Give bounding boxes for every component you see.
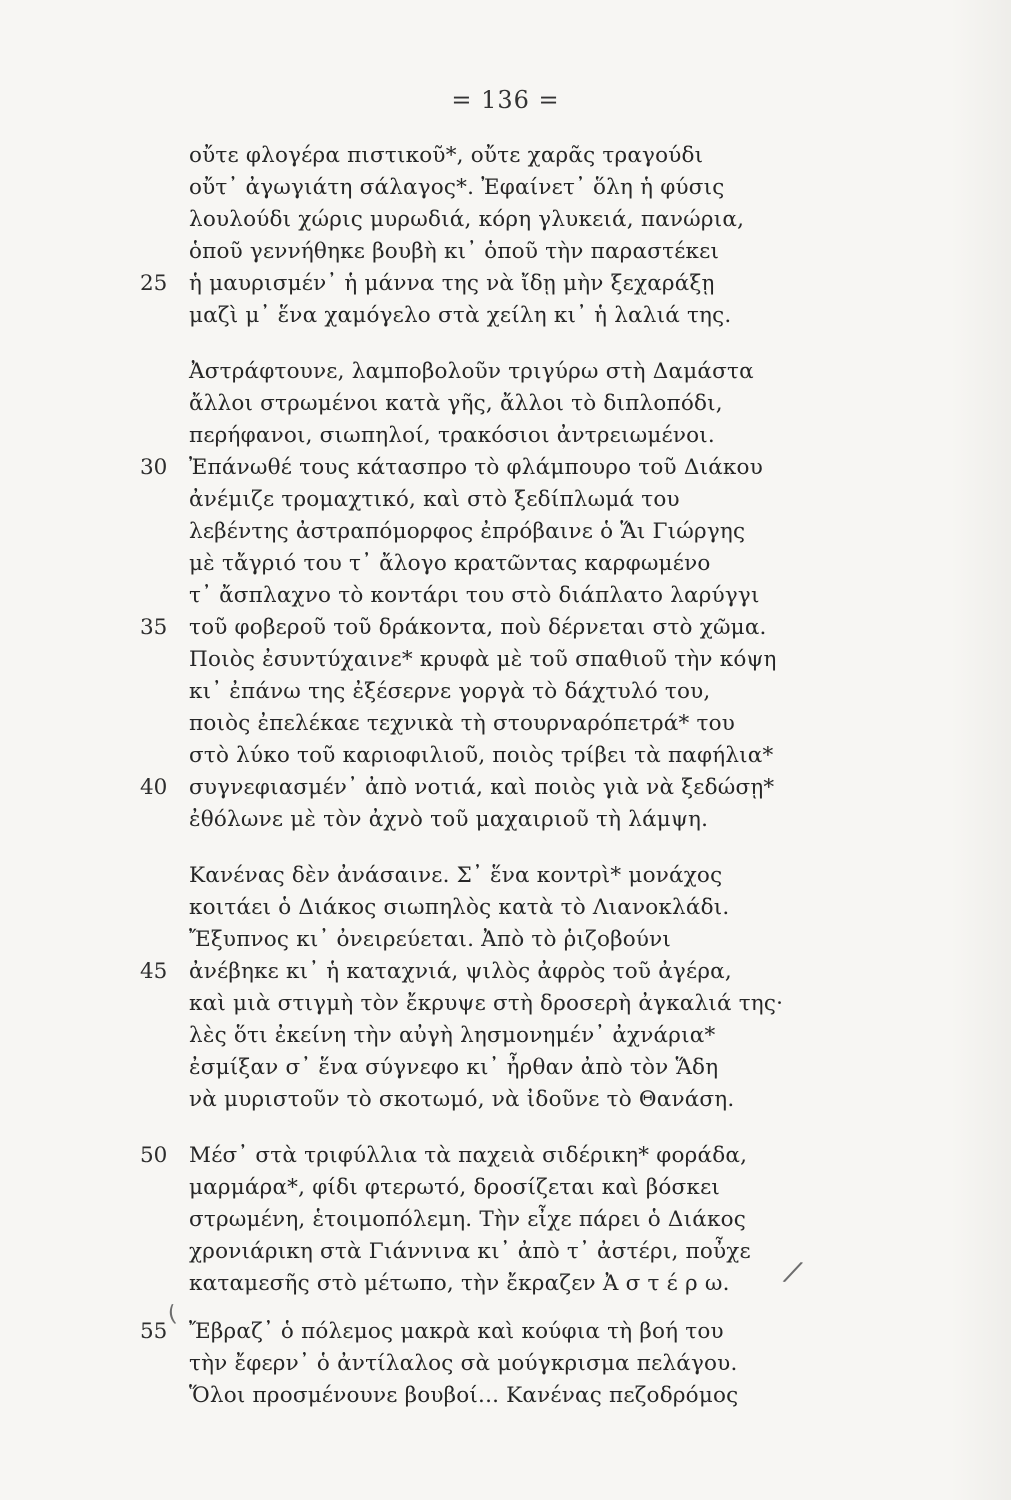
verse-line: ἐσμίξαν σ᾿ ἕνα σύγνεφο κι᾿ ἦρθαν ἀπὸ τὸν Ἅδη — [189, 1055, 719, 1080]
verse-line: συγνεφιασμέν᾿ ἀπὸ νοτιά, καὶ ποιὸς γιὰ νὰ ξεδώσῃ* — [189, 775, 775, 800]
verse-line: ὁποῦ γεννήθηκε βουβὴ κι᾿ ὁποῦ τὴν παραστέκει — [189, 239, 720, 264]
verse-line: καὶ μιὰ στιγμὴ τὸν ἔκρυψε στὴ δροσερὴ ἀγκαλιά της· — [189, 991, 784, 1016]
verse-line: ἄλλοι στρωμένοι κατὰ γῆς, ἄλλοι τὸ διπλοπόδι, — [189, 391, 723, 416]
verse-line: ἀνέμιζε τρομαχτικό, καὶ στὸ ξεδίπλωμά του — [189, 487, 680, 512]
verse-line: ἡ μαυρισμέν᾿ ἡ μάννα της νὰ ἴδῃ μὴν ξεχαράξῃ — [189, 271, 715, 296]
pencil-bracket-icon: ( — [166, 1301, 179, 1328]
verse-line: οὔτ᾿ ἀγωγιάτη σάλαγος*. Ἐφαίνετ᾿ ὅλη ἡ φύσις — [189, 175, 725, 200]
verse-line: μαρμάρα*, φίδι φτερωτό, δροσίζεται καὶ βόσκει — [189, 1175, 721, 1200]
verse-line: ἐθόλωνε μὲ τὸν ἀχνὸ τοῦ μαχαιριοῦ τὴ λάμψη. — [189, 807, 709, 832]
line-number: 55 — [140, 1319, 168, 1344]
verse-line: Ὅλοι προσμένουνε βουβοί... Κανένας πεζοδρόμος — [189, 1383, 739, 1408]
verse-line: στρωμένη, ἑτοιμοπόλεμη. Τὴν εἶχε πάρει ὁ Διάκος — [189, 1207, 747, 1232]
verse-line: Μέσ᾿ στὰ τριφύλλια τὰ παχειὰ σιδέρικη* φοράδα, — [189, 1143, 748, 1168]
line-number: 30 — [140, 455, 168, 480]
verse-line: οὔτε φλογέρα πιστικοῦ*, οὔτε χαρᾶς τραγούδι — [189, 143, 704, 168]
verse-line: Ἔξυπνος κι᾿ ὀνειρεύεται. Ἀπὸ τὸ ῥιζοβούνι — [189, 927, 672, 952]
verse-line: λὲς ὅτι ἐκείνη τὴν αὐγὴ λησμονημέν᾿ ἀχνάρια* — [189, 1023, 716, 1048]
pencil-mark-icon: ⁄ — [786, 1255, 799, 1292]
verse-line: μαζὶ μ᾿ ἕνα χαμόγελο στὰ χείλη κι᾿ ἡ λαλιά της. — [189, 303, 732, 328]
verse-line: λουλούδι χώρις μυρωδιά, κόρη γλυκειά, πανώρια, — [189, 207, 745, 232]
verse-line: Ἀστράφτουνε, λαμποβολοῦν τριγύρω στὴ Δαμάστα — [189, 359, 754, 384]
verse-line: νὰ μυριστοῦν τὸ σκοτωμό, νὰ ἰδοῦνε τὸ Θανάση. — [189, 1087, 735, 1112]
verse-line: Ἐπάνωθέ τους κάτασπρο τὸ φλάμπουρο τοῦ Διάκου — [189, 455, 763, 480]
verse-line: κι᾿ ἐπάνω της ἐξέσερνε γοργὰ τὸ δάχτυλό του, — [189, 679, 711, 704]
line-number: 50 — [140, 1143, 168, 1168]
verse-line: χρονιάρικη στὰ Γιάννινα κι᾿ ἀπὸ τ᾿ ἀστέρι, ποὖχε — [189, 1239, 751, 1264]
verse-line: Ποιὸς ἐσυντύχαινε* κρυφὰ μὲ τοῦ σπαθιοῦ τὴν κόψη — [189, 647, 777, 672]
verse-line: ποιὸς ἐπελέκαε τεχνικὰ τὴ στουρναρόπετρά* του — [189, 711, 735, 736]
verse-line: τὴν ἔφερν᾿ ὁ ἀντίλαλος σὰ μούγκρισμα πελάγου. — [189, 1351, 738, 1376]
line-number: 35 — [140, 615, 168, 640]
verse-line: καταμεσῆς στὸ μέτωπο, τὴν ἔκραζεν Ἀ σ τ έ ρ ω. — [189, 1271, 730, 1296]
verse-line: λεβέντης ἀστραπόμορφος ἐπρόβαινε ὁ Ἅι Γιώργης — [189, 519, 746, 544]
verse-line: ἀνέβηκε κι᾿ ἡ καταχνιά, ψιλὸς ἀφρὸς τοῦ ἀγέρα, — [189, 959, 732, 984]
line-number: 25 — [140, 271, 168, 296]
verse-line: περήφανοι, σιωπηλοί, τρακόσιοι ἀντρειωμένοι. — [189, 423, 715, 448]
verse-line: στὸ λύκο τοῦ καριοφιλιοῦ, ποιὸς τρίβει τὰ παφήλια* — [189, 743, 774, 768]
line-number: 45 — [140, 959, 168, 984]
verse-line: κοιτάει ὁ Διάκος σιωπηλὸς κατὰ τὸ Λιανοκλάδι. — [189, 895, 730, 920]
line-number: 40 — [140, 775, 168, 800]
verse-line: Κανένας δὲν ἀνάσαινε. Σ᾿ ἕνα κοντρὶ* μονάχος — [189, 863, 723, 888]
verse-line: τοῦ φοβεροῦ τοῦ δράκοντα, ποὺ δέρνεται στὸ χῶμα. — [189, 615, 767, 640]
verse-line: τ᾿ ἄσπλαχνο τὸ κοντάρι του στὸ διάπλατο λαρύγγι — [189, 583, 760, 608]
page-number: = 136 = — [451, 86, 560, 114]
page-edge-shadow — [951, 0, 1011, 1500]
verse-line: Ἔβραζ᾿ ὁ πόλεμος μακρὰ καὶ κούφια τὴ βοή του — [189, 1319, 724, 1344]
verse-line: μὲ τἄγριό του τ᾿ ἄλογο κρατῶντας καρφωμένο — [189, 551, 711, 576]
